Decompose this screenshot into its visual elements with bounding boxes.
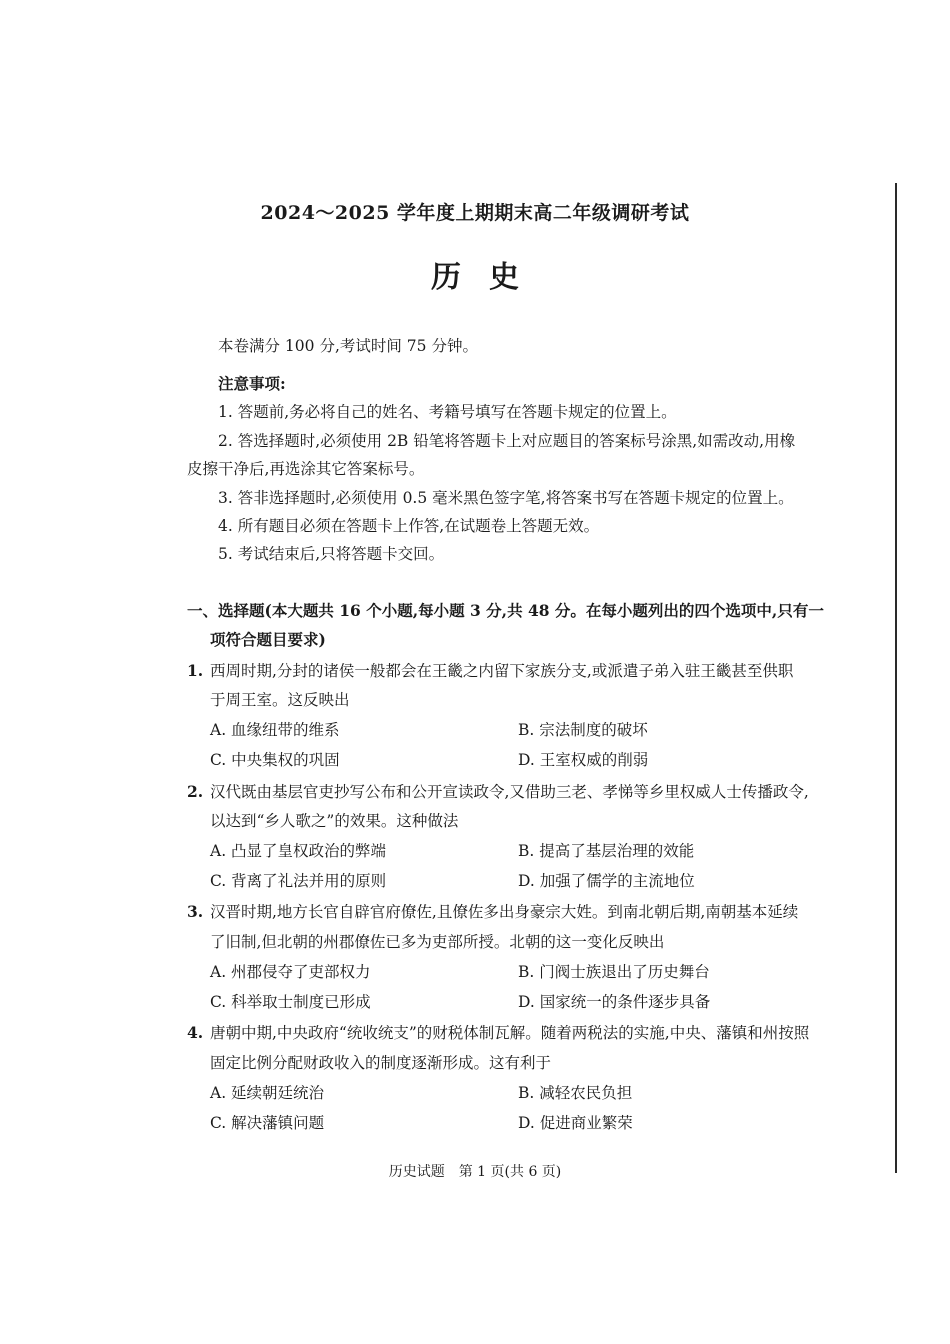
notice-line: 1. 答题前,务必将自己的姓名、考籍号填写在答题卡规定的位置上。 bbox=[218, 403, 677, 421]
section-heading: 一、选择题(本大题共 16 个小题,每小题 3 分,共 48 分。在每小题列出的四个选项中,只有一 bbox=[187, 601, 824, 620]
question-stem: 以达到“乡人歌之”的效果。这种做法 bbox=[210, 812, 459, 830]
subject-title: 历史 bbox=[431, 260, 547, 295]
notice-heading: 注意事项: bbox=[218, 374, 286, 393]
option-d: D. 王室权威的削弱 bbox=[518, 751, 649, 769]
option-a: A. 延续朝廷统治 bbox=[210, 1084, 325, 1102]
option-c: C. 背离了礼法并用的原则 bbox=[210, 872, 387, 890]
page-footer: 历史试题 第 1 页(共 6 页) bbox=[388, 1164, 562, 1180]
notice-line: 5. 考试结束后,只将答题卡交回。 bbox=[218, 545, 445, 563]
question-stem: 固定比例分配财政收入的制度逐渐形成。这有利于 bbox=[210, 1054, 552, 1072]
section-heading-cont: 项符合题目要求) bbox=[210, 630, 326, 649]
option-d: D. 加强了儒学的主流地位 bbox=[518, 872, 695, 890]
notice-line: 4. 所有题目必须在答题卡上作答,在试题卷上答题无效。 bbox=[218, 517, 600, 535]
question-stem: 了旧制,但北朝的州郡僚佐已多为吏部所授。北朝的这一变化反映出 bbox=[210, 933, 665, 951]
intro-text: 本卷满分 100 分,考试时间 75 分钟。 bbox=[218, 337, 478, 355]
option-b: B. 提高了基层治理的效能 bbox=[518, 842, 695, 860]
question-stem: 唐朝中期,中央政府“统收统支”的财税体制瓦解。随着两税法的实施,中央、藩镇和州按照 bbox=[210, 1024, 810, 1042]
question-number: 1. bbox=[187, 661, 204, 680]
notice-line: 皮擦干净后,再选涂其它答案标号。 bbox=[187, 460, 425, 478]
option-a: A. 凸显了皇权政治的弊端 bbox=[210, 842, 387, 860]
question-number: 3. bbox=[187, 902, 204, 921]
question-stem: 西周时期,分封的诸侯一般都会在王畿之内留下家族分支,或派遣子弟入驻王畿甚至供职 bbox=[210, 662, 794, 680]
option-c: C. 科举取士制度已形成 bbox=[210, 993, 371, 1011]
option-a: A. 血缘纽带的维系 bbox=[210, 721, 340, 739]
question-number: 4. bbox=[187, 1023, 204, 1042]
option-d: D. 促进商业繁荣 bbox=[518, 1114, 633, 1132]
question-stem: 汉代既由基层官吏抄写公布和公开宣读政令,又借助三老、孝悌等乡里权威人士传播政令, bbox=[210, 783, 809, 801]
question-stem: 于周王室。这反映出 bbox=[210, 691, 350, 709]
option-c: C. 解决藩镇问题 bbox=[210, 1114, 325, 1132]
option-c: C. 中央集权的巩固 bbox=[210, 751, 340, 769]
option-b: B. 门阀士族退出了历史舞台 bbox=[518, 963, 710, 981]
option-a: A. 州郡侵夺了吏部权力 bbox=[210, 963, 371, 981]
binding-edge-line bbox=[895, 183, 897, 1173]
notice-line: 2. 答选择题时,必须使用 2B 铅笔将答题卡上对应题目的答案标号涂黑,如需改动,用橡 bbox=[218, 432, 796, 450]
notice-line: 3. 答非选择题时,必须使用 0.5 毫米黑色签字笔,将答案书写在答题卡规定的位置上。 bbox=[218, 489, 794, 507]
option-b: B. 宗法制度的破坏 bbox=[518, 721, 648, 739]
exam-title: 2024～2025 学年度上期期末高二年级调研考试 bbox=[260, 202, 690, 224]
option-b: B. 减轻农民负担 bbox=[518, 1084, 633, 1102]
option-d: D. 国家统一的条件逐步具备 bbox=[518, 993, 711, 1011]
question-stem: 汉晋时期,地方长官自辟官府僚佐,且僚佐多出身豪宗大姓。到南北朝后期,南朝基本延续 bbox=[210, 903, 799, 921]
question-number: 2. bbox=[187, 782, 204, 801]
